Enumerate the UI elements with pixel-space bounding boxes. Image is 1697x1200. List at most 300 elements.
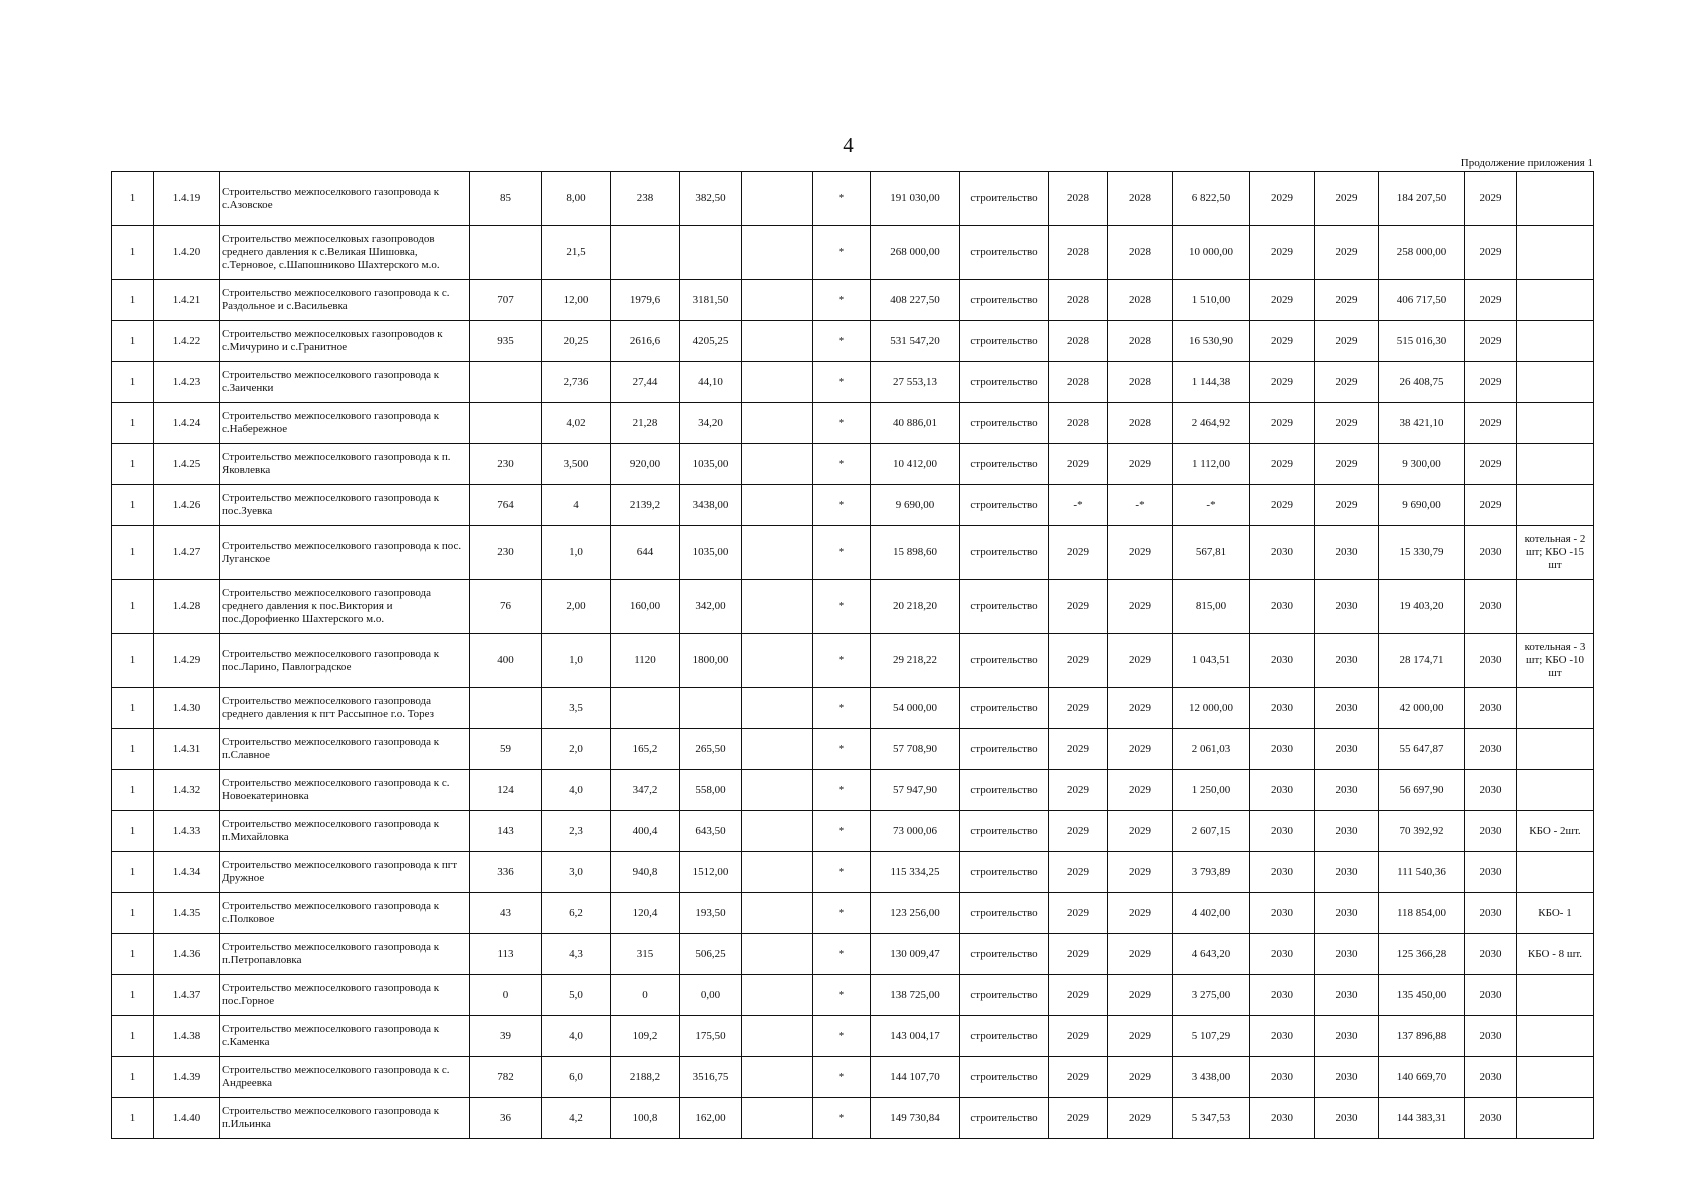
project-name-cell: Строительство межпоселкового газопровода к п.Славное: [220, 729, 470, 770]
design-cost-cell: 5 107,29: [1173, 1016, 1250, 1057]
part-cell: 1: [112, 444, 154, 485]
length-cell: 21,5: [542, 226, 611, 280]
value-col6-cell: [680, 688, 742, 729]
item-number-cell: 1.4.38: [154, 1016, 220, 1057]
total-cost-cell: 40 886,01: [871, 403, 960, 444]
commissioning-year-cell: 2030: [1465, 688, 1517, 729]
note-cell: [1517, 485, 1594, 526]
length-cell: 4,0: [542, 1016, 611, 1057]
design-cost-cell: 5 347,53: [1173, 1098, 1250, 1139]
project-name-cell: Строительство межпоселкового газопровода к пос.Ларино, Павлоградское: [220, 634, 470, 688]
value-col5-cell: [611, 688, 680, 729]
value-col6-cell: 643,50: [680, 811, 742, 852]
value-col3-cell: 85: [470, 172, 542, 226]
total-cost-cell: 149 730,84: [871, 1098, 960, 1139]
project-name-cell: Строительство межпоселковых газопроводов к с.Мичурино и с.Гранитное: [220, 321, 470, 362]
project-name-cell: Строительство межпоселкового газопровода к с. Андреевка: [220, 1057, 470, 1098]
part-cell: 1: [112, 811, 154, 852]
item-number-cell: 1.4.19: [154, 172, 220, 226]
commissioning-year-cell: 2029: [1465, 226, 1517, 280]
project-name-cell: Строительство межпоселкового газопровода к п.Ильинка: [220, 1098, 470, 1139]
total-cost-cell: 408 227,50: [871, 280, 960, 321]
table-row: [112, 1098, 1594, 1139]
design-end-year-cell: 2029: [1108, 526, 1173, 580]
length-cell: 2,00: [542, 580, 611, 634]
empty-col7-cell: [742, 934, 813, 975]
value-col6-cell: 3438,00: [680, 485, 742, 526]
item-number-cell: 1.4.27: [154, 526, 220, 580]
mark-cell: *: [813, 321, 871, 362]
project-name-cell: Строительство межпоселкового газопровода к пос.Горное: [220, 975, 470, 1016]
item-number-cell: 1.4.37: [154, 975, 220, 1016]
design-cost-cell: 3 275,00: [1173, 975, 1250, 1016]
work-type-cell: строительство: [960, 485, 1049, 526]
mark-cell: *: [813, 526, 871, 580]
construction-cost-cell: 137 896,88: [1379, 1016, 1465, 1057]
design-cost-cell: 2 061,03: [1173, 729, 1250, 770]
value-col6-cell: 1800,00: [680, 634, 742, 688]
construction-end-year-cell: 2030: [1315, 580, 1379, 634]
table-row: [112, 1057, 1594, 1098]
mark-cell: *: [813, 975, 871, 1016]
commissioning-year-cell: 2030: [1465, 811, 1517, 852]
mark-cell: *: [813, 226, 871, 280]
design-start-year-cell: 2029: [1049, 770, 1108, 811]
empty-col7-cell: [742, 580, 813, 634]
part-cell: 1: [112, 770, 154, 811]
design-end-year-cell: 2029: [1108, 811, 1173, 852]
part-cell: 1: [112, 975, 154, 1016]
value-col3-cell: 124: [470, 770, 542, 811]
project-name-cell: Строительство межпоселкового газопровода к п. Яковлевка: [220, 444, 470, 485]
project-name-cell: Строительство межпоселкового газопровода к с.Каменка: [220, 1016, 470, 1057]
length-cell: 6,2: [542, 893, 611, 934]
design-cost-cell: 16 530,90: [1173, 321, 1250, 362]
total-cost-cell: 130 009,47: [871, 934, 960, 975]
total-cost-cell: 10 412,00: [871, 444, 960, 485]
value-col5-cell: 27,44: [611, 362, 680, 403]
work-type-cell: строительство: [960, 893, 1049, 934]
item-number-cell: 1.4.24: [154, 403, 220, 444]
mark-cell: *: [813, 770, 871, 811]
empty-col7-cell: [742, 811, 813, 852]
design-cost-cell: 12 000,00: [1173, 688, 1250, 729]
project-name-cell: Строительство межпоселкового газопровода к с.Полковое: [220, 893, 470, 934]
project-name-cell: Строительство межпоселкового газопровода к с. Раздольное и с.Васильевка: [220, 280, 470, 321]
construction-cost-cell: 70 392,92: [1379, 811, 1465, 852]
value-col5-cell: 100,8: [611, 1098, 680, 1139]
total-cost-cell: 191 030,00: [871, 172, 960, 226]
design-end-year-cell: 2029: [1108, 634, 1173, 688]
value-col3-cell: 935: [470, 321, 542, 362]
construction-start-year-cell: 2029: [1250, 444, 1315, 485]
item-number-cell: 1.4.34: [154, 852, 220, 893]
construction-cost-cell: 258 000,00: [1379, 226, 1465, 280]
item-number-cell: 1.4.25: [154, 444, 220, 485]
commissioning-year-cell: 2030: [1465, 1098, 1517, 1139]
note-cell: [1517, 729, 1594, 770]
item-number-cell: 1.4.21: [154, 280, 220, 321]
part-cell: 1: [112, 934, 154, 975]
note-cell: [1517, 280, 1594, 321]
length-cell: 3,5: [542, 688, 611, 729]
item-number-cell: 1.4.30: [154, 688, 220, 729]
commissioning-year-cell: 2030: [1465, 1016, 1517, 1057]
part-cell: 1: [112, 893, 154, 934]
value-col3-cell: 43: [470, 893, 542, 934]
item-number-cell: 1.4.28: [154, 580, 220, 634]
mark-cell: *: [813, 362, 871, 403]
value-col5-cell: 165,2: [611, 729, 680, 770]
construction-cost-cell: 118 854,00: [1379, 893, 1465, 934]
empty-col7-cell: [742, 688, 813, 729]
value-col6-cell: 3516,75: [680, 1057, 742, 1098]
page-number: 4: [843, 133, 854, 157]
part-cell: 1: [112, 852, 154, 893]
total-cost-cell: 15 898,60: [871, 526, 960, 580]
value-col3-cell: [470, 403, 542, 444]
note-cell: [1517, 1057, 1594, 1098]
value-col3-cell: [470, 362, 542, 403]
construction-end-year-cell: 2030: [1315, 893, 1379, 934]
work-type-cell: строительство: [960, 934, 1049, 975]
note-cell: КБО - 8 шт.: [1517, 934, 1594, 975]
length-cell: 3,0: [542, 852, 611, 893]
construction-start-year-cell: 2030: [1250, 729, 1315, 770]
construction-cost-cell: 15 330,79: [1379, 526, 1465, 580]
table-row: [112, 526, 1594, 580]
design-start-year-cell: 2029: [1049, 444, 1108, 485]
total-cost-cell: 9 690,00: [871, 485, 960, 526]
construction-start-year-cell: 2030: [1250, 1057, 1315, 1098]
work-type-cell: строительство: [960, 729, 1049, 770]
design-start-year-cell: -*: [1049, 485, 1108, 526]
note-cell: [1517, 580, 1594, 634]
table-row: [112, 934, 1594, 975]
length-cell: 12,00: [542, 280, 611, 321]
value-col6-cell: 558,00: [680, 770, 742, 811]
table-row: [112, 852, 1594, 893]
work-type-cell: строительство: [960, 403, 1049, 444]
work-type-cell: строительство: [960, 226, 1049, 280]
construction-start-year-cell: 2029: [1250, 321, 1315, 362]
length-cell: 6,0: [542, 1057, 611, 1098]
part-cell: 1: [112, 362, 154, 403]
construction-end-year-cell: 2029: [1315, 485, 1379, 526]
value-col5-cell: 315: [611, 934, 680, 975]
construction-end-year-cell: 2030: [1315, 975, 1379, 1016]
commissioning-year-cell: 2029: [1465, 362, 1517, 403]
length-cell: 3,500: [542, 444, 611, 485]
design-cost-cell: 2 464,92: [1173, 403, 1250, 444]
length-cell: 5,0: [542, 975, 611, 1016]
table-row: [112, 770, 1594, 811]
total-cost-cell: 20 218,20: [871, 580, 960, 634]
design-cost-cell: 567,81: [1173, 526, 1250, 580]
total-cost-cell: 143 004,17: [871, 1016, 960, 1057]
design-cost-cell: 1 043,51: [1173, 634, 1250, 688]
construction-end-year-cell: 2030: [1315, 934, 1379, 975]
construction-start-year-cell: 2030: [1250, 975, 1315, 1016]
commissioning-year-cell: 2030: [1465, 893, 1517, 934]
empty-col7-cell: [742, 975, 813, 1016]
construction-end-year-cell: 2030: [1315, 770, 1379, 811]
construction-start-year-cell: 2030: [1250, 526, 1315, 580]
project-name-cell: Строительство межпоселкового газопровода к пос. Луганское: [220, 526, 470, 580]
note-cell: котельная - 3 шт; КБО -10 шт: [1517, 634, 1594, 688]
value-col6-cell: 506,25: [680, 934, 742, 975]
design-end-year-cell: 2028: [1108, 172, 1173, 226]
value-col3-cell: 39: [470, 1016, 542, 1057]
value-col5-cell: 21,28: [611, 403, 680, 444]
note-cell: [1517, 362, 1594, 403]
total-cost-cell: 268 000,00: [871, 226, 960, 280]
total-cost-cell: 531 547,20: [871, 321, 960, 362]
design-cost-cell: 3 438,00: [1173, 1057, 1250, 1098]
construction-start-year-cell: 2029: [1250, 280, 1315, 321]
construction-cost-cell: 144 383,31: [1379, 1098, 1465, 1139]
empty-col7-cell: [742, 526, 813, 580]
construction-start-year-cell: 2030: [1250, 811, 1315, 852]
part-cell: 1: [112, 280, 154, 321]
project-name-cell: Строительство межпоселкового газопровода к пгт Дружное: [220, 852, 470, 893]
part-cell: 1: [112, 403, 154, 444]
note-cell: [1517, 444, 1594, 485]
design-start-year-cell: 2029: [1049, 1098, 1108, 1139]
value-col6-cell: 193,50: [680, 893, 742, 934]
construction-end-year-cell: 2029: [1315, 444, 1379, 485]
design-end-year-cell: -*: [1108, 485, 1173, 526]
part-cell: 1: [112, 321, 154, 362]
item-number-cell: 1.4.39: [154, 1057, 220, 1098]
construction-cost-cell: 515 016,30: [1379, 321, 1465, 362]
table-row: [112, 280, 1594, 321]
value-col3-cell: 764: [470, 485, 542, 526]
value-col6-cell: 382,50: [680, 172, 742, 226]
note-cell: [1517, 688, 1594, 729]
total-cost-cell: 123 256,00: [871, 893, 960, 934]
design-end-year-cell: 2028: [1108, 362, 1173, 403]
value-col6-cell: 1035,00: [680, 444, 742, 485]
empty-col7-cell: [742, 770, 813, 811]
table-row: [112, 811, 1594, 852]
design-end-year-cell: 2029: [1108, 580, 1173, 634]
value-col5-cell: 1120: [611, 634, 680, 688]
projects-table: [111, 171, 1594, 1139]
value-col3-cell: 113: [470, 934, 542, 975]
length-cell: 20,25: [542, 321, 611, 362]
design-start-year-cell: 2028: [1049, 321, 1108, 362]
item-number-cell: 1.4.22: [154, 321, 220, 362]
item-number-cell: 1.4.40: [154, 1098, 220, 1139]
design-cost-cell: 6 822,50: [1173, 172, 1250, 226]
project-name-cell: Строительство межпоселкового газопровода к с.Азовское: [220, 172, 470, 226]
design-start-year-cell: 2029: [1049, 934, 1108, 975]
construction-cost-cell: 184 207,50: [1379, 172, 1465, 226]
project-name-cell: Строительство межпоселкового газопровода к пос.Зуевка: [220, 485, 470, 526]
construction-start-year-cell: 2029: [1250, 172, 1315, 226]
commissioning-year-cell: 2029: [1465, 444, 1517, 485]
length-cell: 2,736: [542, 362, 611, 403]
empty-col7-cell: [742, 1057, 813, 1098]
design-start-year-cell: 2029: [1049, 580, 1108, 634]
value-col3-cell: 336: [470, 852, 542, 893]
mark-cell: *: [813, 444, 871, 485]
value-col6-cell: 342,00: [680, 580, 742, 634]
construction-cost-cell: 135 450,00: [1379, 975, 1465, 1016]
construction-end-year-cell: 2030: [1315, 811, 1379, 852]
table-row: [112, 975, 1594, 1016]
value-col5-cell: 0: [611, 975, 680, 1016]
design-end-year-cell: 2028: [1108, 321, 1173, 362]
construction-cost-cell: 26 408,75: [1379, 362, 1465, 403]
value-col3-cell: 230: [470, 526, 542, 580]
commissioning-year-cell: 2030: [1465, 634, 1517, 688]
construction-end-year-cell: 2029: [1315, 172, 1379, 226]
table-row: [112, 893, 1594, 934]
mark-cell: *: [813, 1098, 871, 1139]
mark-cell: *: [813, 485, 871, 526]
design-cost-cell: 1 250,00: [1173, 770, 1250, 811]
design-cost-cell: 1 112,00: [1173, 444, 1250, 485]
work-type-cell: строительство: [960, 1098, 1049, 1139]
empty-col7-cell: [742, 852, 813, 893]
design-end-year-cell: 2029: [1108, 444, 1173, 485]
work-type-cell: строительство: [960, 280, 1049, 321]
value-col5-cell: 120,4: [611, 893, 680, 934]
note-cell: [1517, 975, 1594, 1016]
construction-cost-cell: 111 540,36: [1379, 852, 1465, 893]
value-col5-cell: 2139,2: [611, 485, 680, 526]
value-col3-cell: 76: [470, 580, 542, 634]
value-col3-cell: 59: [470, 729, 542, 770]
empty-col7-cell: [742, 1016, 813, 1057]
work-type-cell: строительство: [960, 975, 1049, 1016]
note-cell: [1517, 1098, 1594, 1139]
work-type-cell: строительство: [960, 444, 1049, 485]
design-end-year-cell: 2029: [1108, 729, 1173, 770]
design-end-year-cell: 2028: [1108, 280, 1173, 321]
construction-start-year-cell: 2030: [1250, 688, 1315, 729]
design-end-year-cell: 2029: [1108, 975, 1173, 1016]
value-col3-cell: [470, 226, 542, 280]
design-cost-cell: 4 402,00: [1173, 893, 1250, 934]
item-number-cell: 1.4.35: [154, 893, 220, 934]
construction-start-year-cell: 2029: [1250, 226, 1315, 280]
design-start-year-cell: 2028: [1049, 362, 1108, 403]
value-col3-cell: 36: [470, 1098, 542, 1139]
design-end-year-cell: 2029: [1108, 893, 1173, 934]
value-col6-cell: 162,00: [680, 1098, 742, 1139]
total-cost-cell: 29 218,22: [871, 634, 960, 688]
design-cost-cell: 4 643,20: [1173, 934, 1250, 975]
empty-col7-cell: [742, 321, 813, 362]
total-cost-cell: 57 947,90: [871, 770, 960, 811]
empty-col7-cell: [742, 485, 813, 526]
work-type-cell: строительство: [960, 172, 1049, 226]
construction-end-year-cell: 2030: [1315, 634, 1379, 688]
part-cell: 1: [112, 1098, 154, 1139]
value-col5-cell: 920,00: [611, 444, 680, 485]
project-name-cell: Строительство межпоселкового газопровода среднего давления к пгт Рассыпное г.о. Торез: [220, 688, 470, 729]
note-cell: [1517, 226, 1594, 280]
design-end-year-cell: 2028: [1108, 403, 1173, 444]
value-col3-cell: [470, 688, 542, 729]
design-start-year-cell: 2028: [1049, 172, 1108, 226]
design-end-year-cell: 2029: [1108, 1016, 1173, 1057]
value-col6-cell: 34,20: [680, 403, 742, 444]
empty-col7-cell: [742, 444, 813, 485]
design-start-year-cell: 2028: [1049, 280, 1108, 321]
construction-start-year-cell: 2030: [1250, 852, 1315, 893]
note-cell: [1517, 172, 1594, 226]
value-col5-cell: 400,4: [611, 811, 680, 852]
note-cell: котельная - 2 шт; КБО -15 шт: [1517, 526, 1594, 580]
construction-end-year-cell: 2030: [1315, 852, 1379, 893]
design-end-year-cell: 2029: [1108, 852, 1173, 893]
project-name-cell: Строительство межпоселкового газопровода среднего давления к пос.Виктория и пос.Дорофиенко Шахтерского м.о.: [220, 580, 470, 634]
total-cost-cell: 115 334,25: [871, 852, 960, 893]
construction-cost-cell: 38 421,10: [1379, 403, 1465, 444]
design-end-year-cell: 2029: [1108, 934, 1173, 975]
length-cell: 4,3: [542, 934, 611, 975]
note-cell: КБО - 2шт.: [1517, 811, 1594, 852]
construction-cost-cell: 19 403,20: [1379, 580, 1465, 634]
design-cost-cell: -*: [1173, 485, 1250, 526]
commissioning-year-cell: 2029: [1465, 485, 1517, 526]
value-col5-cell: 238: [611, 172, 680, 226]
construction-start-year-cell: 2030: [1250, 770, 1315, 811]
mark-cell: *: [813, 934, 871, 975]
commissioning-year-cell: 2030: [1465, 526, 1517, 580]
empty-col7-cell: [742, 280, 813, 321]
empty-col7-cell: [742, 172, 813, 226]
value-col5-cell: 940,8: [611, 852, 680, 893]
value-col6-cell: 44,10: [680, 362, 742, 403]
design-end-year-cell: 2029: [1108, 1098, 1173, 1139]
value-col6-cell: 1035,00: [680, 526, 742, 580]
value-col3-cell: 0: [470, 975, 542, 1016]
commissioning-year-cell: 2030: [1465, 934, 1517, 975]
design-cost-cell: 815,00: [1173, 580, 1250, 634]
total-cost-cell: 138 725,00: [871, 975, 960, 1016]
table-row: [112, 226, 1594, 280]
empty-col7-cell: [742, 893, 813, 934]
commissioning-year-cell: 2030: [1465, 580, 1517, 634]
work-type-cell: строительство: [960, 321, 1049, 362]
construction-cost-cell: 56 697,90: [1379, 770, 1465, 811]
length-cell: 4,02: [542, 403, 611, 444]
design-start-year-cell: 2029: [1049, 893, 1108, 934]
design-cost-cell: 1 144,38: [1173, 362, 1250, 403]
construction-start-year-cell: 2029: [1250, 485, 1315, 526]
part-cell: 1: [112, 688, 154, 729]
work-type-cell: строительство: [960, 852, 1049, 893]
commissioning-year-cell: 2030: [1465, 852, 1517, 893]
mark-cell: *: [813, 811, 871, 852]
construction-start-year-cell: 2030: [1250, 934, 1315, 975]
length-cell: 1,0: [542, 526, 611, 580]
note-cell: [1517, 321, 1594, 362]
value-col3-cell: 230: [470, 444, 542, 485]
design-cost-cell: 2 607,15: [1173, 811, 1250, 852]
construction-end-year-cell: 2029: [1315, 280, 1379, 321]
construction-cost-cell: 28 174,71: [1379, 634, 1465, 688]
construction-start-year-cell: 2030: [1250, 893, 1315, 934]
note-cell: [1517, 770, 1594, 811]
table-row: [112, 580, 1594, 634]
part-cell: 1: [112, 580, 154, 634]
